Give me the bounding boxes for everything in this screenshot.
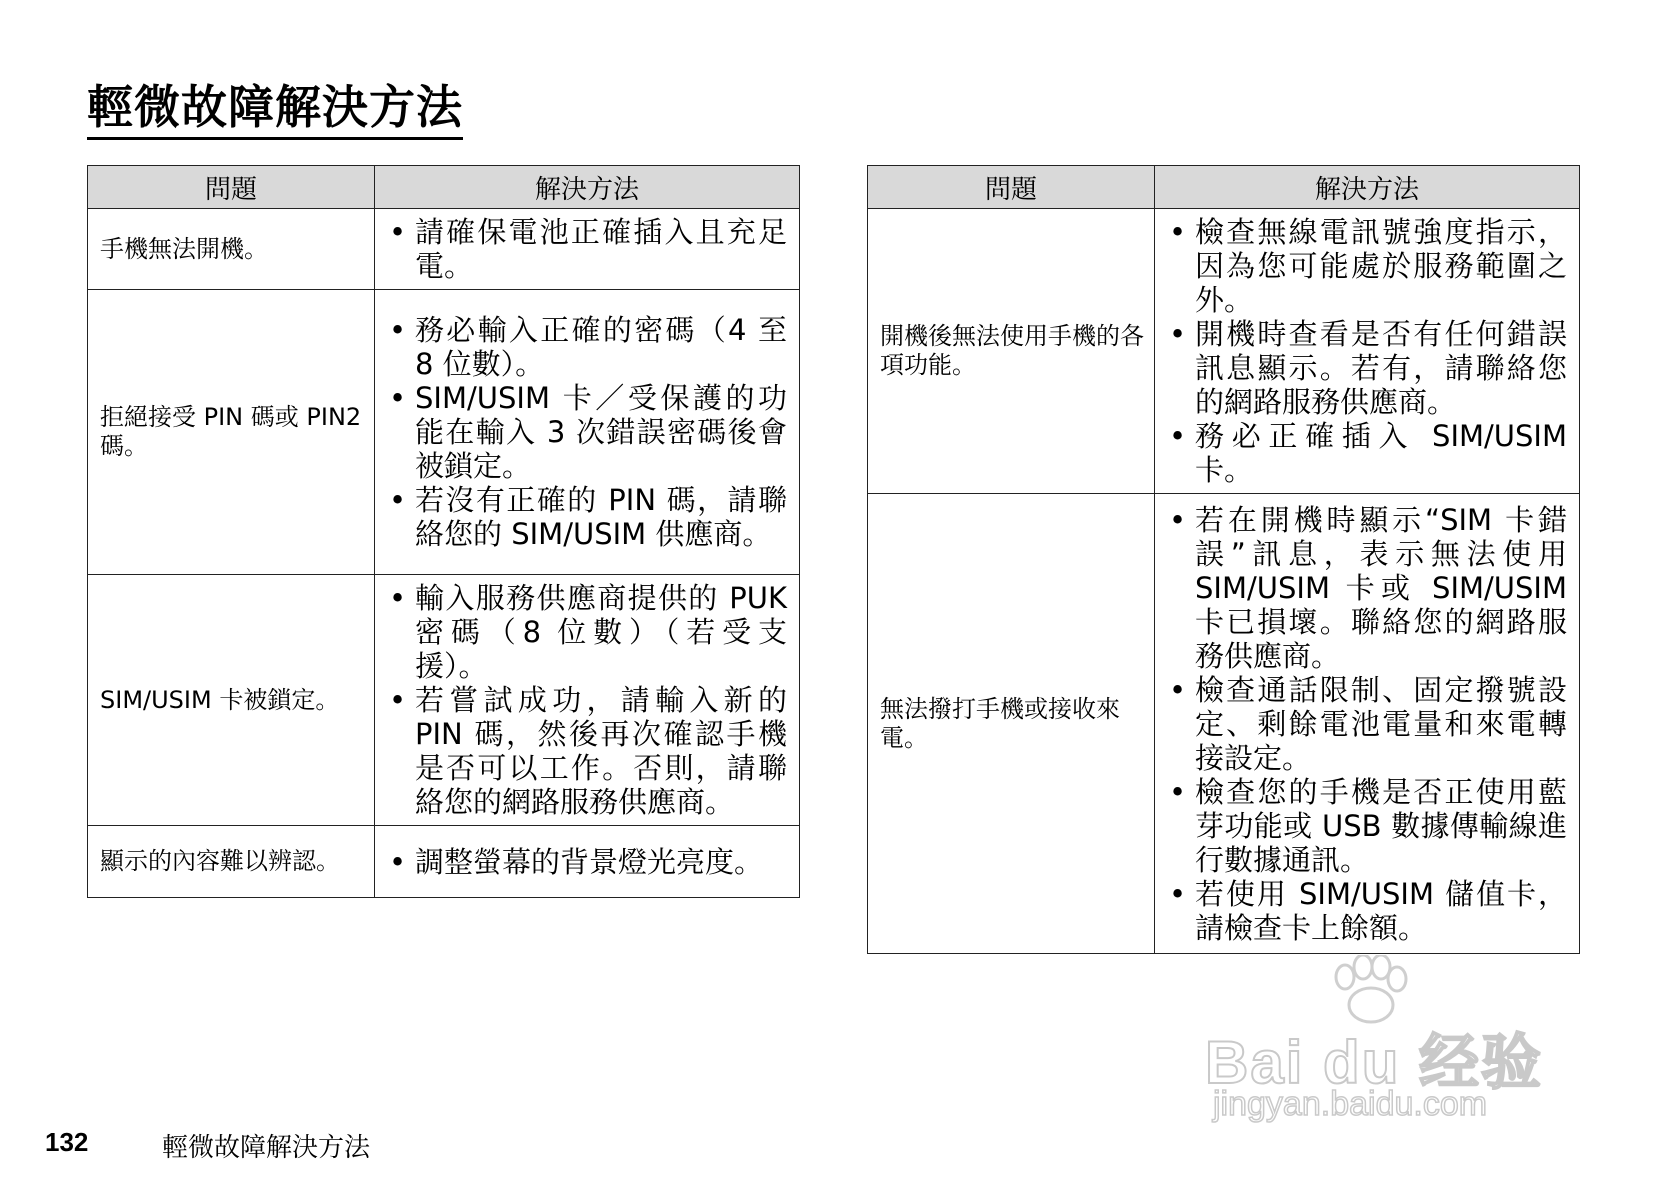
solution-item: • 務必正確插入 SIM/USIM 卡。 — [1165, 419, 1567, 487]
table-row — [868, 494, 1580, 954]
column-header-solution: 解決方法 — [375, 166, 800, 209]
solution-cell — [1155, 494, 1580, 954]
page-title: 輕微故障解決方法 — [87, 80, 463, 140]
solution-item: • 檢查您的手機是否正使用藍芽功能或 USB 數據傳輸線進行數據通訊。 — [1165, 775, 1567, 877]
troubleshooting-table-right — [867, 165, 1580, 954]
table-row — [868, 209, 1580, 494]
table-row — [88, 209, 800, 290]
watermark-brand: Bai du 经验 — [1205, 1029, 1544, 1096]
page-footer — [45, 1127, 371, 1163]
solution-item: • 務必輸入正確的密碼（4 至 8 位數）。 — [385, 313, 787, 381]
watermark-url: jingyan.baidu.com — [1213, 1085, 1488, 1123]
problem-cell: 顯示的內容難以辨認。 — [88, 826, 375, 898]
solution-cell — [375, 209, 800, 290]
solution-cell — [375, 290, 800, 575]
solution-cell — [375, 575, 800, 826]
problem-cell: 無法撥打手機或接收來電。 — [868, 494, 1155, 954]
solution-item: • 請確保電池正確插入且充足電。 — [385, 215, 787, 283]
problem-cell: 開機後無法使用手機的各項功能。 — [868, 209, 1155, 494]
table-header-row — [868, 166, 1580, 209]
baidu-watermark — [1205, 955, 1605, 1135]
table-row — [88, 290, 800, 575]
problem-cell: 手機無法開機。 — [88, 209, 375, 290]
footer-title: 輕微故障解決方法 — [162, 1133, 371, 1163]
solution-item: • 若沒有正確的 PIN 碼，請聯絡您的 SIM/USIM 供應商。 — [385, 483, 787, 551]
solution-item: • 輸入服務供應商提供的 PUK 密碼（8 位數）（若受支援）。 — [385, 581, 787, 683]
solution-item: • 若在開機時顯示“SIM 卡錯誤”訊息，表示無法使用 SIM/USIM 卡或 SIM/USIM 卡已損壞。聯絡您的網路服務供應商。 — [1165, 503, 1567, 673]
solution-item: • 開機時查看是否有任何錯誤訊息顯示。若有，請聯絡您的網路服務供應商。 — [1165, 317, 1567, 419]
column-header-problem: 問題 — [868, 166, 1155, 209]
solution-item: • 若使用 SIM/USIM 儲值卡，請檢查卡上餘額。 — [1165, 877, 1567, 945]
solution-item: • 檢查無線電訊號強度指示，因為您可能處於服務範圍之外。 — [1165, 215, 1567, 317]
solution-cell — [375, 826, 800, 898]
solution-item: • SIM/USIM 卡／受保護的功能在輸入 3 次錯誤密碼後會被鎖定。 — [385, 381, 787, 483]
page-number: 132 — [45, 1127, 89, 1157]
column-header-problem: 問題 — [88, 166, 375, 209]
column-header-solution: 解決方法 — [1155, 166, 1580, 209]
solution-item: • 調整螢幕的背景燈光亮度。 — [385, 845, 787, 879]
solution-cell — [1155, 209, 1580, 494]
solution-item: • 若嘗試成功，請輸入新的 PIN 碼，然後再次確認手機是否可以工作。否則，請聯絡您的網路服務供應商。 — [385, 683, 787, 819]
problem-cell: 拒絕接受 PIN 碼或 PIN2 碼。 — [88, 290, 375, 575]
table-header-row — [88, 166, 800, 209]
troubleshooting-table-left — [87, 165, 800, 898]
table-row — [88, 826, 800, 898]
table-row — [88, 575, 800, 826]
problem-cell: SIM/USIM 卡被鎖定。 — [88, 575, 375, 826]
solution-item: • 檢查通話限制、固定撥號設定、剩餘電池電量和來電轉接設定。 — [1165, 673, 1567, 775]
